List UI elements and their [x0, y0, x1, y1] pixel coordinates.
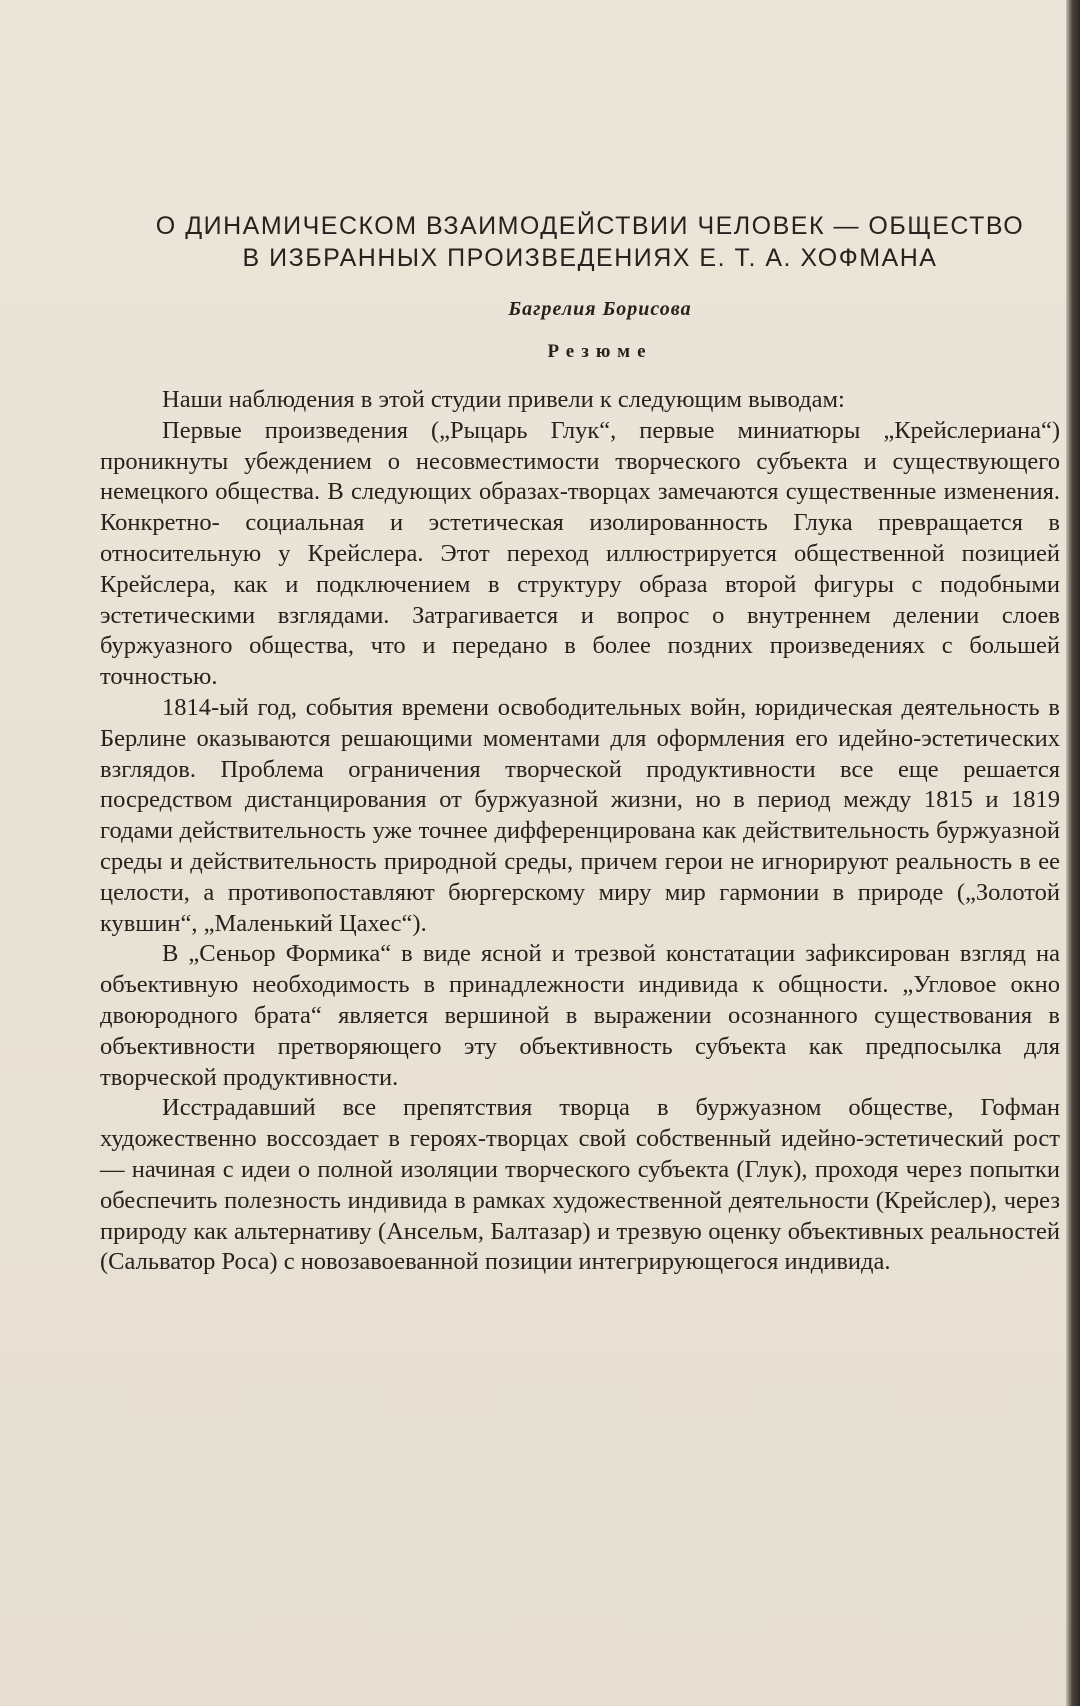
- author-name: Багрелия Борисова: [508, 298, 692, 320]
- paragraph: 1814-ый год, события времени освободительных войн, юридическая деятельность в Берлине оказываются решающими моментами для оформления его идейно-эстетических взглядов. Проблема ограничения творческой продуктивности все еще решается посредством дистанцирования от буржуазной жизни, но в период между 1815 и 1819 годами действительность уже точнее дифференцирована как действительность буржуазной среды и действительность природной среды, причем герои не игнорируют реальность в ее целости, а противопоставляют бюргерскому миру мир гармонии в природе („Золотой кувшин“, „Маленький Цахес“).: [100, 693, 1060, 937]
- article-title: [120, 210, 1060, 274]
- article-body: [100, 385, 1060, 1278]
- title-line-2: В ИЗБРАННЫХ ПРОИЗВЕДЕНИЯХ Е. Т. А. ХОФМАНА: [242, 244, 938, 272]
- paragraph: Исстрадавший все препятствия творца в буржуазном обществе, Гофман художественно воссоздает в героях-творцах свой собственный идейно-эстетический рост — начиная с идеи о полной изоляции творческого субъекта (Глук), проходя через попытки обеспечить полезность индивида в рамках художественной деятельности (Крейслер), через природу как альтернативу (Ансельм, Балтазар) и трезвую оценку объективных реальностей (Сальватор Роса) с новозавоеванной позиции интегрирующегося индивида.: [100, 1094, 1060, 1276]
- article: [100, 210, 1060, 1278]
- paragraph: В „Сеньор Формика“ в виде ясной и трезвой констатации зафиксирован взгляд на объективную необходимость в принадлежности индивида к общности. „Угловое окно двоюродного брата“ является вершиной в выражении осознанного существования в объективности претворяющего эту объективность субъекта как предпосылка для творческой продуктивности.: [100, 940, 1060, 1091]
- section-heading: Резюме: [547, 341, 653, 362]
- title-line-1: О ДИНАМИЧЕСКОМ ВЗАИМОДЕЙСТВИИ ЧЕЛОВЕК — ОБЩЕСТВО: [155, 212, 1025, 240]
- paragraph: Наши наблюдения в этой студии привели к следующим выводам:: [162, 386, 845, 413]
- paragraph: Первые произведения („Рыцарь Глук“, первые миниатюры „Крейслериана“) проникнуты убеждением о несовместимости творческого субъекта и существующего немецкого общества. В следующих образах-творцах замечаются существенные изменения. Конкретно- социальная и эстетическая изолированность Глука превращается в относительную у Крейслера. Этот переход иллюстрируется общественной позицией Крейслера, как и подключением в структуру образа второй фигуры с подобными эстетическими взглядами. Затрагивается и вопрос о внутреннем делении слоев буржуазного общества, что и передано в более поздних произведениях с большей точностью.: [100, 416, 1060, 691]
- book-binding-edge: [1066, 0, 1080, 1706]
